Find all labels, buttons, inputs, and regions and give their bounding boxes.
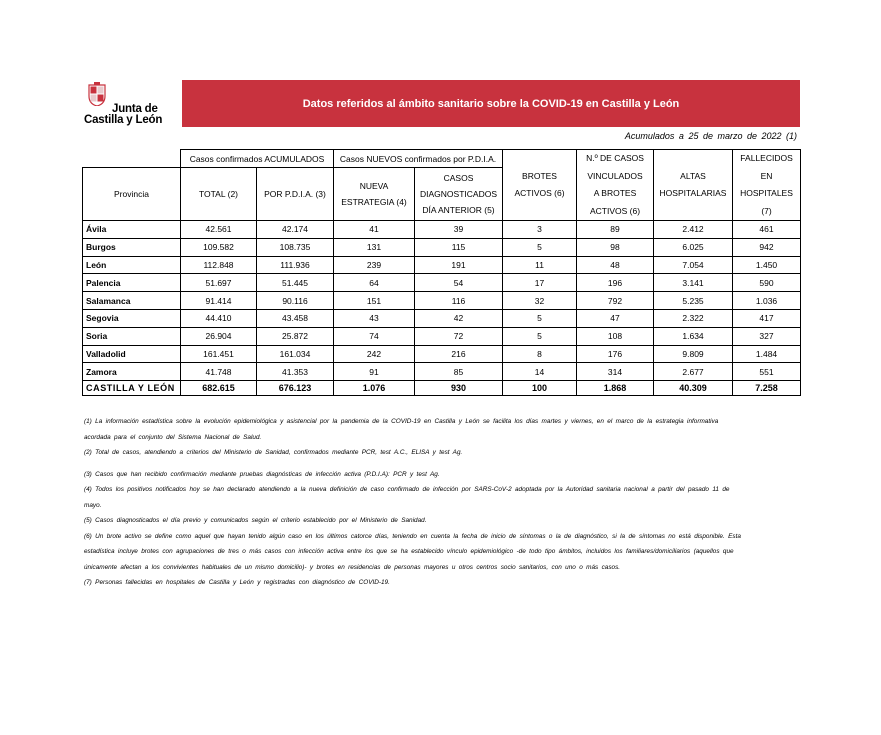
cell-vinculados: 314 [577, 363, 654, 381]
cell-nueva: 43 [334, 309, 415, 327]
table-row [83, 309, 801, 327]
cell-fallecidos: 1.484 [733, 345, 801, 363]
table-row [83, 292, 801, 310]
footnote-1: (1) La información estadística sobre la evolución epidemiológica y asistencial por la pandemia de la COVID-19 en Castilla y León se facilita los días martes y viernes, en el marco de la estrategia informativa [84, 418, 719, 425]
cell-brotes: 32 [503, 292, 577, 310]
cell-total: 41.748 [181, 363, 257, 381]
total-cell-pdia: 676.123 [257, 381, 334, 396]
total-cell-total: 682.615 [181, 381, 257, 396]
cell-nueva: 74 [334, 327, 415, 345]
footnote-4-cont: mayo. [84, 501, 102, 509]
title-banner [182, 80, 800, 127]
cell-altas: 2.322 [654, 309, 733, 327]
cell-dia-anterior: 191 [415, 256, 503, 274]
cell-dia-anterior: 85 [415, 363, 503, 381]
header-total: TOTAL (2) [181, 168, 257, 221]
logo-line-2: Castilla y León [84, 114, 163, 126]
cell-dia-anterior: 216 [415, 345, 503, 363]
footnote-6: (6) Un brote activo se define como aquel que hayan tenido algún caso en los últimos catorce días, teniendo en cuenta la fecha de inicio de síntomas o la de diagnóstico, si la de síntomas no está disponible. Esta [84, 532, 741, 540]
cell-altas: 9.809 [654, 345, 733, 363]
cell-pdia: 108.735 [257, 238, 334, 256]
cell-fallecidos: 551 [733, 363, 801, 381]
footnote-6-cont-1: estadística incluye brotes con agrupaciones de tres o más casos con infección activa entre los que se ha establecido vínculo epidemiológico -de todo tipo ámbitos, incluidos los familiares/domiciliarios (aquellos que [84, 548, 734, 555]
table-row [83, 345, 801, 363]
total-row [83, 381, 801, 396]
cell-altas: 1.634 [654, 327, 733, 345]
table-row [83, 238, 801, 256]
total-cell-fallecidos: 7.258 [733, 381, 801, 396]
cell-altas: 3.141 [654, 274, 733, 292]
cell-fallecidos: 417 [733, 309, 801, 327]
header-fallecidos: FALLECIDOS EN HOSPITALES (7) [733, 150, 801, 221]
cell-pdia: 51.445 [257, 274, 334, 292]
cell-vinculados: 98 [577, 238, 654, 256]
cell-nueva: 239 [334, 256, 415, 274]
province-cell: Valladolid [83, 345, 181, 363]
cell-pdia: 25.872 [257, 327, 334, 345]
header-nueva-estrategia: NUEVA ESTRATEGIA (4) [334, 168, 415, 221]
table-row [83, 327, 801, 345]
province-cell: Palencia [83, 274, 181, 292]
junta-logo [84, 82, 164, 128]
cell-fallecidos: 1.036 [733, 292, 801, 310]
total-cell-dia-anterior: 930 [415, 381, 503, 396]
province-cell: Ávila [83, 221, 181, 239]
cell-vinculados: 176 [577, 345, 654, 363]
cell-pdia: 111.936 [257, 256, 334, 274]
total-province: CASTILLA Y LEÓN [83, 381, 181, 396]
cell-total: 109.582 [181, 238, 257, 256]
cell-pdia: 90.116 [257, 292, 334, 310]
cell-nueva: 131 [334, 238, 415, 256]
cell-brotes: 14 [503, 363, 577, 381]
province-cell: Burgos [83, 238, 181, 256]
cell-fallecidos: 1.450 [733, 256, 801, 274]
cell-total: 51.697 [181, 274, 257, 292]
cell-vinculados: 108 [577, 327, 654, 345]
cell-total: 26.904 [181, 327, 257, 345]
table-body [83, 221, 801, 396]
footnotes [84, 414, 796, 591]
page-title: Datos referidos al ámbito sanitario sobre la COVID-19 en Castilla y León [302, 97, 680, 110]
blank-corner [83, 150, 181, 168]
cell-dia-anterior: 42 [415, 309, 503, 327]
cell-brotes: 5 [503, 309, 577, 327]
cell-brotes: 3 [503, 221, 577, 239]
cell-dia-anterior: 116 [415, 292, 503, 310]
cell-nueva: 64 [334, 274, 415, 292]
cell-fallecidos: 461 [733, 221, 801, 239]
group-header-new: Casos NUEVOS confirmados por P.D.I.A. [334, 150, 503, 168]
cell-total: 91.414 [181, 292, 257, 310]
cell-altas: 2.677 [654, 363, 733, 381]
coat-of-arms-icon [88, 82, 106, 106]
cell-brotes: 11 [503, 256, 577, 274]
cell-vinculados: 89 [577, 221, 654, 239]
footnote-3: (3) Casos que han recibido confirmación mediante pruebas diagnósticas de infección activa (P.D.I.A): PCR y test Ag. [84, 470, 440, 478]
cell-altas: 5.235 [654, 292, 733, 310]
cell-dia-anterior: 54 [415, 274, 503, 292]
footnote-5: (5) Casos diagnosticados el día previo y comunicados según el criterio establecido por el Ministerio de Sanidad. [84, 517, 427, 524]
footnote-2: (2) Total de casos, atendiendo a criterios del Ministerio de Sanidad, confirmados mediante PCR, test A.C., ELISA y test Ag. [84, 449, 463, 456]
cell-total: 112.848 [181, 256, 257, 274]
cell-pdia: 161.034 [257, 345, 334, 363]
cell-fallecidos: 590 [733, 274, 801, 292]
footnote-1-cont: acordada para el conjunto del Sistema Nacional de Salud. [84, 433, 262, 441]
cell-vinculados: 48 [577, 256, 654, 274]
cell-total: 42.561 [181, 221, 257, 239]
header-dia-anterior: CASOS DIAGNOSTICADOS DÍA ANTERIOR (5) [415, 168, 503, 221]
covid-data-table [82, 149, 801, 396]
total-cell-nueva: 1.076 [334, 381, 415, 396]
cell-brotes: 8 [503, 345, 577, 363]
table-row [83, 363, 801, 381]
header-province: Provincia [83, 168, 181, 221]
accumulated-date-note: Acumulados a 25 de marzo de 2022 (1) [624, 131, 797, 141]
cell-dia-anterior: 72 [415, 327, 503, 345]
group-header-confirmed: Casos confirmados ACUMULADOS [181, 150, 334, 168]
cell-total: 161.451 [181, 345, 257, 363]
province-cell: Salamanca [83, 292, 181, 310]
cell-pdia: 43.458 [257, 309, 334, 327]
province-cell: Soria [83, 327, 181, 345]
cell-pdia: 41.353 [257, 363, 334, 381]
cell-total: 44.410 [181, 309, 257, 327]
cell-brotes: 17 [503, 274, 577, 292]
cell-altas: 6.025 [654, 238, 733, 256]
group-header-row [83, 150, 801, 168]
footnote-7: (7) Personas fallecidas en hospitales de Castilla y León y registradas con diagnóstico de COVID-19. [84, 579, 390, 586]
province-cell: León [83, 256, 181, 274]
cell-nueva: 242 [334, 345, 415, 363]
cell-altas: 7.054 [654, 256, 733, 274]
cell-pdia: 42.174 [257, 221, 334, 239]
total-cell-vinculados: 1.868 [577, 381, 654, 396]
cell-dia-anterior: 115 [415, 238, 503, 256]
province-cell: Segovia [83, 309, 181, 327]
cell-fallecidos: 942 [733, 238, 801, 256]
cell-brotes: 5 [503, 327, 577, 345]
header-por-pdia: POR P.D.I.A. (3) [257, 168, 334, 221]
header-vinculados: N.º DE CASOS VINCULADOS A BROTES ACTIVOS (6) [577, 150, 654, 221]
cell-nueva: 91 [334, 363, 415, 381]
cell-vinculados: 196 [577, 274, 654, 292]
cell-altas: 2.412 [654, 221, 733, 239]
footnote-4: (4) Todos los positivos notificados hoy se han declarado atendiendo a la nueva definición de caso confirmado de infección por SARS-CoV-2 adoptada por la Autoridad sanitaria nacional a partir del pasado 11 de [84, 486, 730, 493]
table-row [83, 256, 801, 274]
cell-brotes: 5 [503, 238, 577, 256]
header-brotes: BROTES ACTIVOS (6) [503, 150, 577, 221]
cell-vinculados: 792 [577, 292, 654, 310]
table-row [83, 274, 801, 292]
table-row [83, 221, 801, 239]
total-cell-brotes: 100 [503, 381, 577, 396]
cell-vinculados: 47 [577, 309, 654, 327]
cell-fallecidos: 327 [733, 327, 801, 345]
province-cell: Zamora [83, 363, 181, 381]
footnote-6-cont-2: únicamente afectan a los convivientes habituales de un mismo domicilio)- y brotes en residencias de personas mayores u otros centros socio sanitarios, con uno o más casos. [84, 563, 621, 571]
header-altas: ALTAS HOSPITALARIAS [654, 150, 733, 221]
cell-dia-anterior: 39 [415, 221, 503, 239]
logo-line-1: Junta de [112, 103, 158, 115]
cell-nueva: 151 [334, 292, 415, 310]
total-cell-altas: 40.309 [654, 381, 733, 396]
cell-nueva: 41 [334, 221, 415, 239]
